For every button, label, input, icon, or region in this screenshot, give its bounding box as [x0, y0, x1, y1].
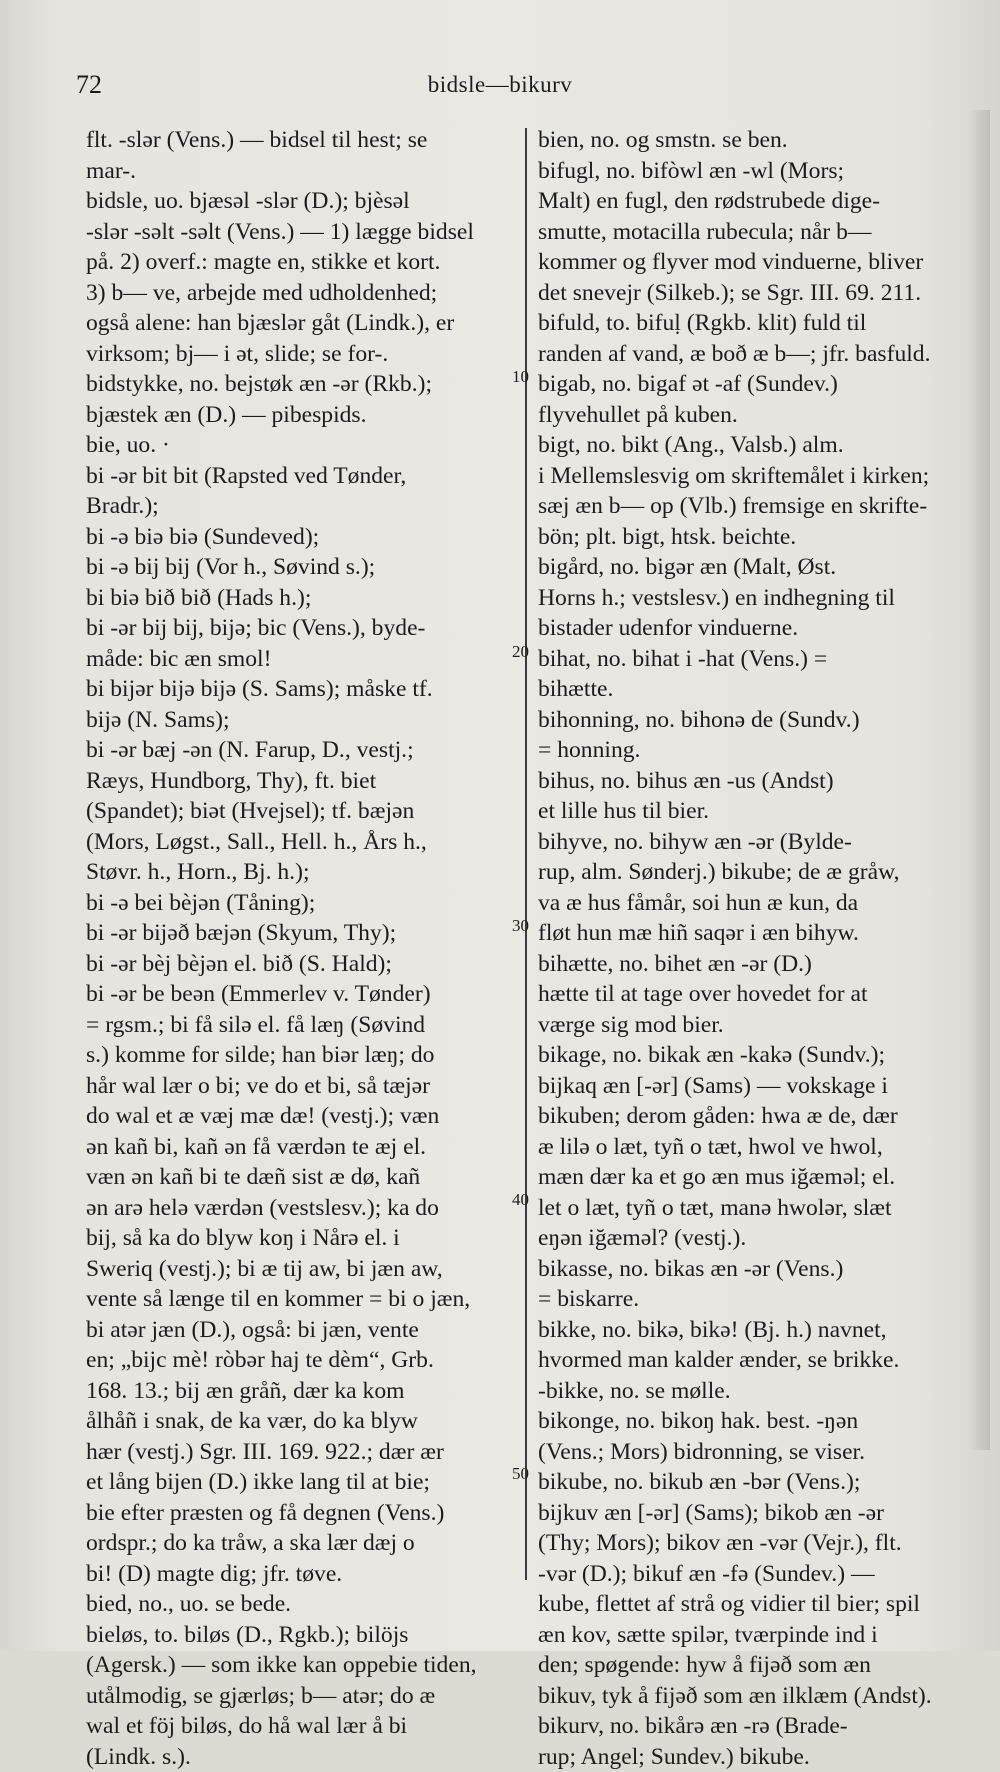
text-line: hær (vestj.) Sgr. III. 169. 922.; dær ær — [86, 1437, 516, 1468]
text-line: Støvr. h., Horn., Bj. h.); — [86, 857, 516, 888]
text-line: i Mellemslesvig om skriftemålet i kirken; — [538, 461, 950, 492]
text-line: bien, no. og smstn. se ben. — [538, 125, 950, 156]
text-line: ordspr.; do ka tråw, a ska lær dæj o — [86, 1528, 516, 1559]
text-line: Malt) en fugl, den rødstrubede dige- — [538, 186, 950, 217]
page-edge-shadow — [968, 110, 990, 1450]
text-line: bigt, no. bikt (Ang., Valsb.) alm. — [538, 430, 950, 461]
text-line: bie efter præsten og få degnen (Vens.) — [86, 1498, 516, 1529]
line-number: 30 — [512, 911, 529, 941]
line-number: 20 — [512, 637, 529, 667]
text-line: bikuv, tyk å fijəð som æn ilklæm (Andst). — [538, 1681, 950, 1712]
text-line: bikke, no. bikə, bikə! (Bj. h.) navnet, — [538, 1315, 950, 1346]
text-line: bi -ər bij bij, bijə; bic (Vens.), byde- — [86, 613, 516, 644]
text-line: bihonning, no. bihonə de (Sundv.) — [538, 705, 950, 736]
line-number: 50 — [512, 1459, 529, 1489]
text-line: bi atər jæn (D.), også: bi jæn, vente — [86, 1315, 516, 1346]
text-line: også alene: han bjæslər gåt (Lindk.), er — [86, 308, 516, 339]
text-line: bikuben; derom gåden: hwa æ de, dær — [538, 1101, 950, 1132]
text-line: bjæstek æn (D.) — pibespids. — [86, 400, 516, 431]
text-line: bistader udenfor vinduerne. — [538, 613, 950, 644]
text-line: = honning. — [538, 735, 950, 766]
text-line: bi -ər be beən (Emmerlev v. Tønder) — [86, 979, 516, 1010]
text-line: Ræys, Hundborg, Thy), ft. biet — [86, 766, 516, 797]
text-line: (Mors, Løgst., Sall., Hell. h., Års h., — [86, 827, 516, 858]
text-line: (Agersk.) — som ikke kan oppebie tiden, — [86, 1650, 516, 1681]
text-line: kube, flettet af strå og vidier til bier; spil — [538, 1589, 950, 1620]
text-line: (Vens.; Mors) bidronning, se viser. — [538, 1437, 950, 1468]
text-line: sæj æn b— op (Vlb.) fremsige en skrifte- — [538, 491, 950, 522]
text-line: bihat, no. bihat i -hat (Vens.) = — [538, 644, 950, 675]
text-line: bi -ə bei bèjən (Tåning); — [86, 888, 516, 919]
text-line: på. 2) overf.: magte en, stikke et kort. — [86, 247, 516, 278]
text-line: ən kañ bi, kañ ən få værdən te æj el. — [86, 1132, 516, 1163]
text-line: et lång bijen (D.) ikke lang til at bie; — [86, 1467, 516, 1498]
text-line: bi -ər bæj -ən (N. Farup, D., vestj.; — [86, 735, 516, 766]
text-line: værge sig mod bier. — [538, 1010, 950, 1041]
right-column — [538, 125, 950, 1772]
text-line: = rgsm.; bi få silə el. få læŋ (Søvind — [86, 1010, 516, 1041]
column-divider — [525, 128, 527, 1580]
text-line: smutte, motacilla rubecula; når b— — [538, 217, 950, 248]
text-line: utålmodig, se gjærløs; b— atər; do æ — [86, 1681, 516, 1712]
text-line: det snevejr (Silkeb.); se Sgr. III. 69. 211. — [538, 278, 950, 309]
text-line: bijkaq æn [-ər] (Sams) — vokskage i — [538, 1071, 950, 1102]
text-line: -slər -səlt -səlt (Vens.) — 1) lægge bidsel — [86, 217, 516, 248]
text-line: bi -ər bit bit (Rapsted ved Tønder, — [86, 461, 516, 492]
text-line: bi -ə biə biə (Sundeved); — [86, 522, 516, 553]
text-line: s.) komme for silde; han biər læŋ; do — [86, 1040, 516, 1071]
text-line: randen af vand, æ boð æ b—; jfr. basfuld. — [538, 339, 950, 370]
text-line: virksom; bj— i ət, slide; se for-. — [86, 339, 516, 370]
text-line: bigård, no. bigər æn (Malt, Øst. — [538, 552, 950, 583]
text-line: æ lilə o læt, tyñ o tæt, hwol ve hwol, — [538, 1132, 950, 1163]
text-line: bi -ər bijəð bæjən (Skyum, Thy); — [86, 918, 516, 949]
text-line: bön; plt. bigt, htsk. beichte. — [538, 522, 950, 553]
text-line: eŋən iğæməl? (vestj.). — [538, 1223, 950, 1254]
text-line: bij, så ka do blyw koŋ i Nårə el. i — [86, 1223, 516, 1254]
text-line: bihætte, no. bihet æn -ər (D.) — [538, 949, 950, 980]
text-line: Horns h.; vestslesv.) en indhegning til — [538, 583, 950, 614]
text-line: -bikke, no. se mølle. — [538, 1376, 950, 1407]
text-line: = biskarre. — [538, 1284, 950, 1315]
text-line: rup; Angel; Sundev.) bikube. — [538, 1742, 950, 1772]
text-line: bifuld, to. bifuḷ (Rgkb. klit) fuld til — [538, 308, 950, 339]
text-line: bikube, no. bikub æn -bər (Vens.); — [538, 1467, 950, 1498]
text-line: måde: bic æn smol! — [86, 644, 516, 675]
text-line: rup, alm. Sønderj.) bikube; de æ gråw, — [538, 857, 950, 888]
text-line: bikage, no. bikak æn -kakə (Sundv.); — [538, 1040, 950, 1071]
text-line: bihyve, no. bihyw æn -ər (Bylde- — [538, 827, 950, 858]
text-line: wal et föj biløs, do hå wal lær å bi — [86, 1711, 516, 1742]
text-line: (Spandet); biət (Hvejsel); tf. bæjən — [86, 796, 516, 827]
text-line: bidsle, uo. bjæsəl -slər (D.); bjèsəl — [86, 186, 516, 217]
text-line: æn kov, sætte spilər, tværpinde ind i — [538, 1620, 950, 1651]
text-line: bifugl, no. bifòwl æn -wl (Mors; — [538, 156, 950, 187]
text-line: bi biə bið bið (Hads h.); — [86, 583, 516, 614]
text-line: Sweriq (vestj.); bi æ tij aw, bi jæn aw, — [86, 1254, 516, 1285]
text-line: bi -ə bij bij (Vor h., Søvind s.); — [86, 552, 516, 583]
text-line: (Lindk. s.). — [86, 1742, 516, 1772]
text-line: vente så længe til en kommer = bi o jæn, — [86, 1284, 516, 1315]
text-line: ålhåñ i snak, de ka vær, do ka blyw — [86, 1406, 516, 1437]
text-line: bikurv, no. bikårə æn -rə (Brade- — [538, 1711, 950, 1742]
text-line: hår wal lær o bi; ve do et bi, så tæjər — [86, 1071, 516, 1102]
text-line: let o læt, tyñ o tæt, manə hwolər, slæt — [538, 1193, 950, 1224]
text-line: bihætte. — [538, 674, 950, 705]
text-line: mar-. — [86, 156, 516, 187]
text-line: bijə (N. Sams); — [86, 705, 516, 736]
text-line: bi! (D) magte dig; jfr. tøve. — [86, 1559, 516, 1590]
line-number: 10 — [512, 362, 529, 392]
text-line: bi -ər bèj bèjən el. bið (S. Hald); — [86, 949, 516, 980]
text-line: fløt hun mæ hiñ saqər i æn bihyw. — [538, 918, 950, 949]
left-column — [86, 125, 516, 1772]
text-line: Bradr.); — [86, 491, 516, 522]
text-line: 3) b— ve, arbejde med udholdenhed; — [86, 278, 516, 309]
text-line: den; spøgende: hyw å fijəð som æn — [538, 1650, 950, 1681]
text-line: bigab, no. bigaf ət -af (Sundev.) — [538, 369, 950, 400]
text-line: mæn dær ka et go æn mus iğæməl; el. — [538, 1162, 950, 1193]
text-line: 168. 13.; bij æn gråñ, dær ka kom — [86, 1376, 516, 1407]
text-line: en; „bijc mè! ròbər haj te dèm“, Grb. — [86, 1345, 516, 1376]
text-line: bijkuv æn [-ər] (Sams); bikob æn -ər — [538, 1498, 950, 1529]
text-line: hvormed man kalder ænder, se brikke. — [538, 1345, 950, 1376]
text-line: kommer og flyver mod vinduerne, bliver — [538, 247, 950, 278]
text-line: ən arə helə værdən (vestslesv.); ka do — [86, 1193, 516, 1224]
page-number: 72 — [76, 70, 102, 100]
text-line: do wal et æ væj mæ dæ! (vestj.); væn — [86, 1101, 516, 1132]
text-line: et lille hus til bier. — [538, 796, 950, 827]
text-line: bied, no., uo. se bede. — [86, 1589, 516, 1620]
text-line: bikasse, no. bikas æn -ər (Vens.) — [538, 1254, 950, 1285]
text-line: flyvehullet på kuben. — [538, 400, 950, 431]
text-line: bie, uo. · — [86, 430, 516, 461]
text-line: va æ hus fåmår, soi hun æ kun, da — [538, 888, 950, 919]
text-line: bihus, no. bihus æn -us (Andst) — [538, 766, 950, 797]
text-line: hætte til at tage over hovedet for at — [538, 979, 950, 1010]
text-line: bi bijər bijə bijə (S. Sams); måske tf. — [86, 674, 516, 705]
text-line: væn ən kañ bi te dæñ sist æ dø, kañ — [86, 1162, 516, 1193]
text-line: (Thy; Mors); bikov æn -vər (Vejr.), flt. — [538, 1528, 950, 1559]
text-line: bikonge, no. bikoŋ hak. best. -ŋən — [538, 1406, 950, 1437]
text-line: flt. -slər (Vens.) — bidsel til hest; se — [86, 125, 516, 156]
text-line: bidstykke, no. bejstøk æn -ər (Rkb.); — [86, 369, 516, 400]
text-line: bieløs, to. biløs (D., Rgkb.); bilöjs — [86, 1620, 516, 1651]
line-number: 40 — [512, 1185, 529, 1215]
text-line: -vər (D.); bikuf æn -fə (Sundev.) — — [538, 1559, 950, 1590]
running-head: bidsle—bikurv — [0, 72, 1000, 98]
